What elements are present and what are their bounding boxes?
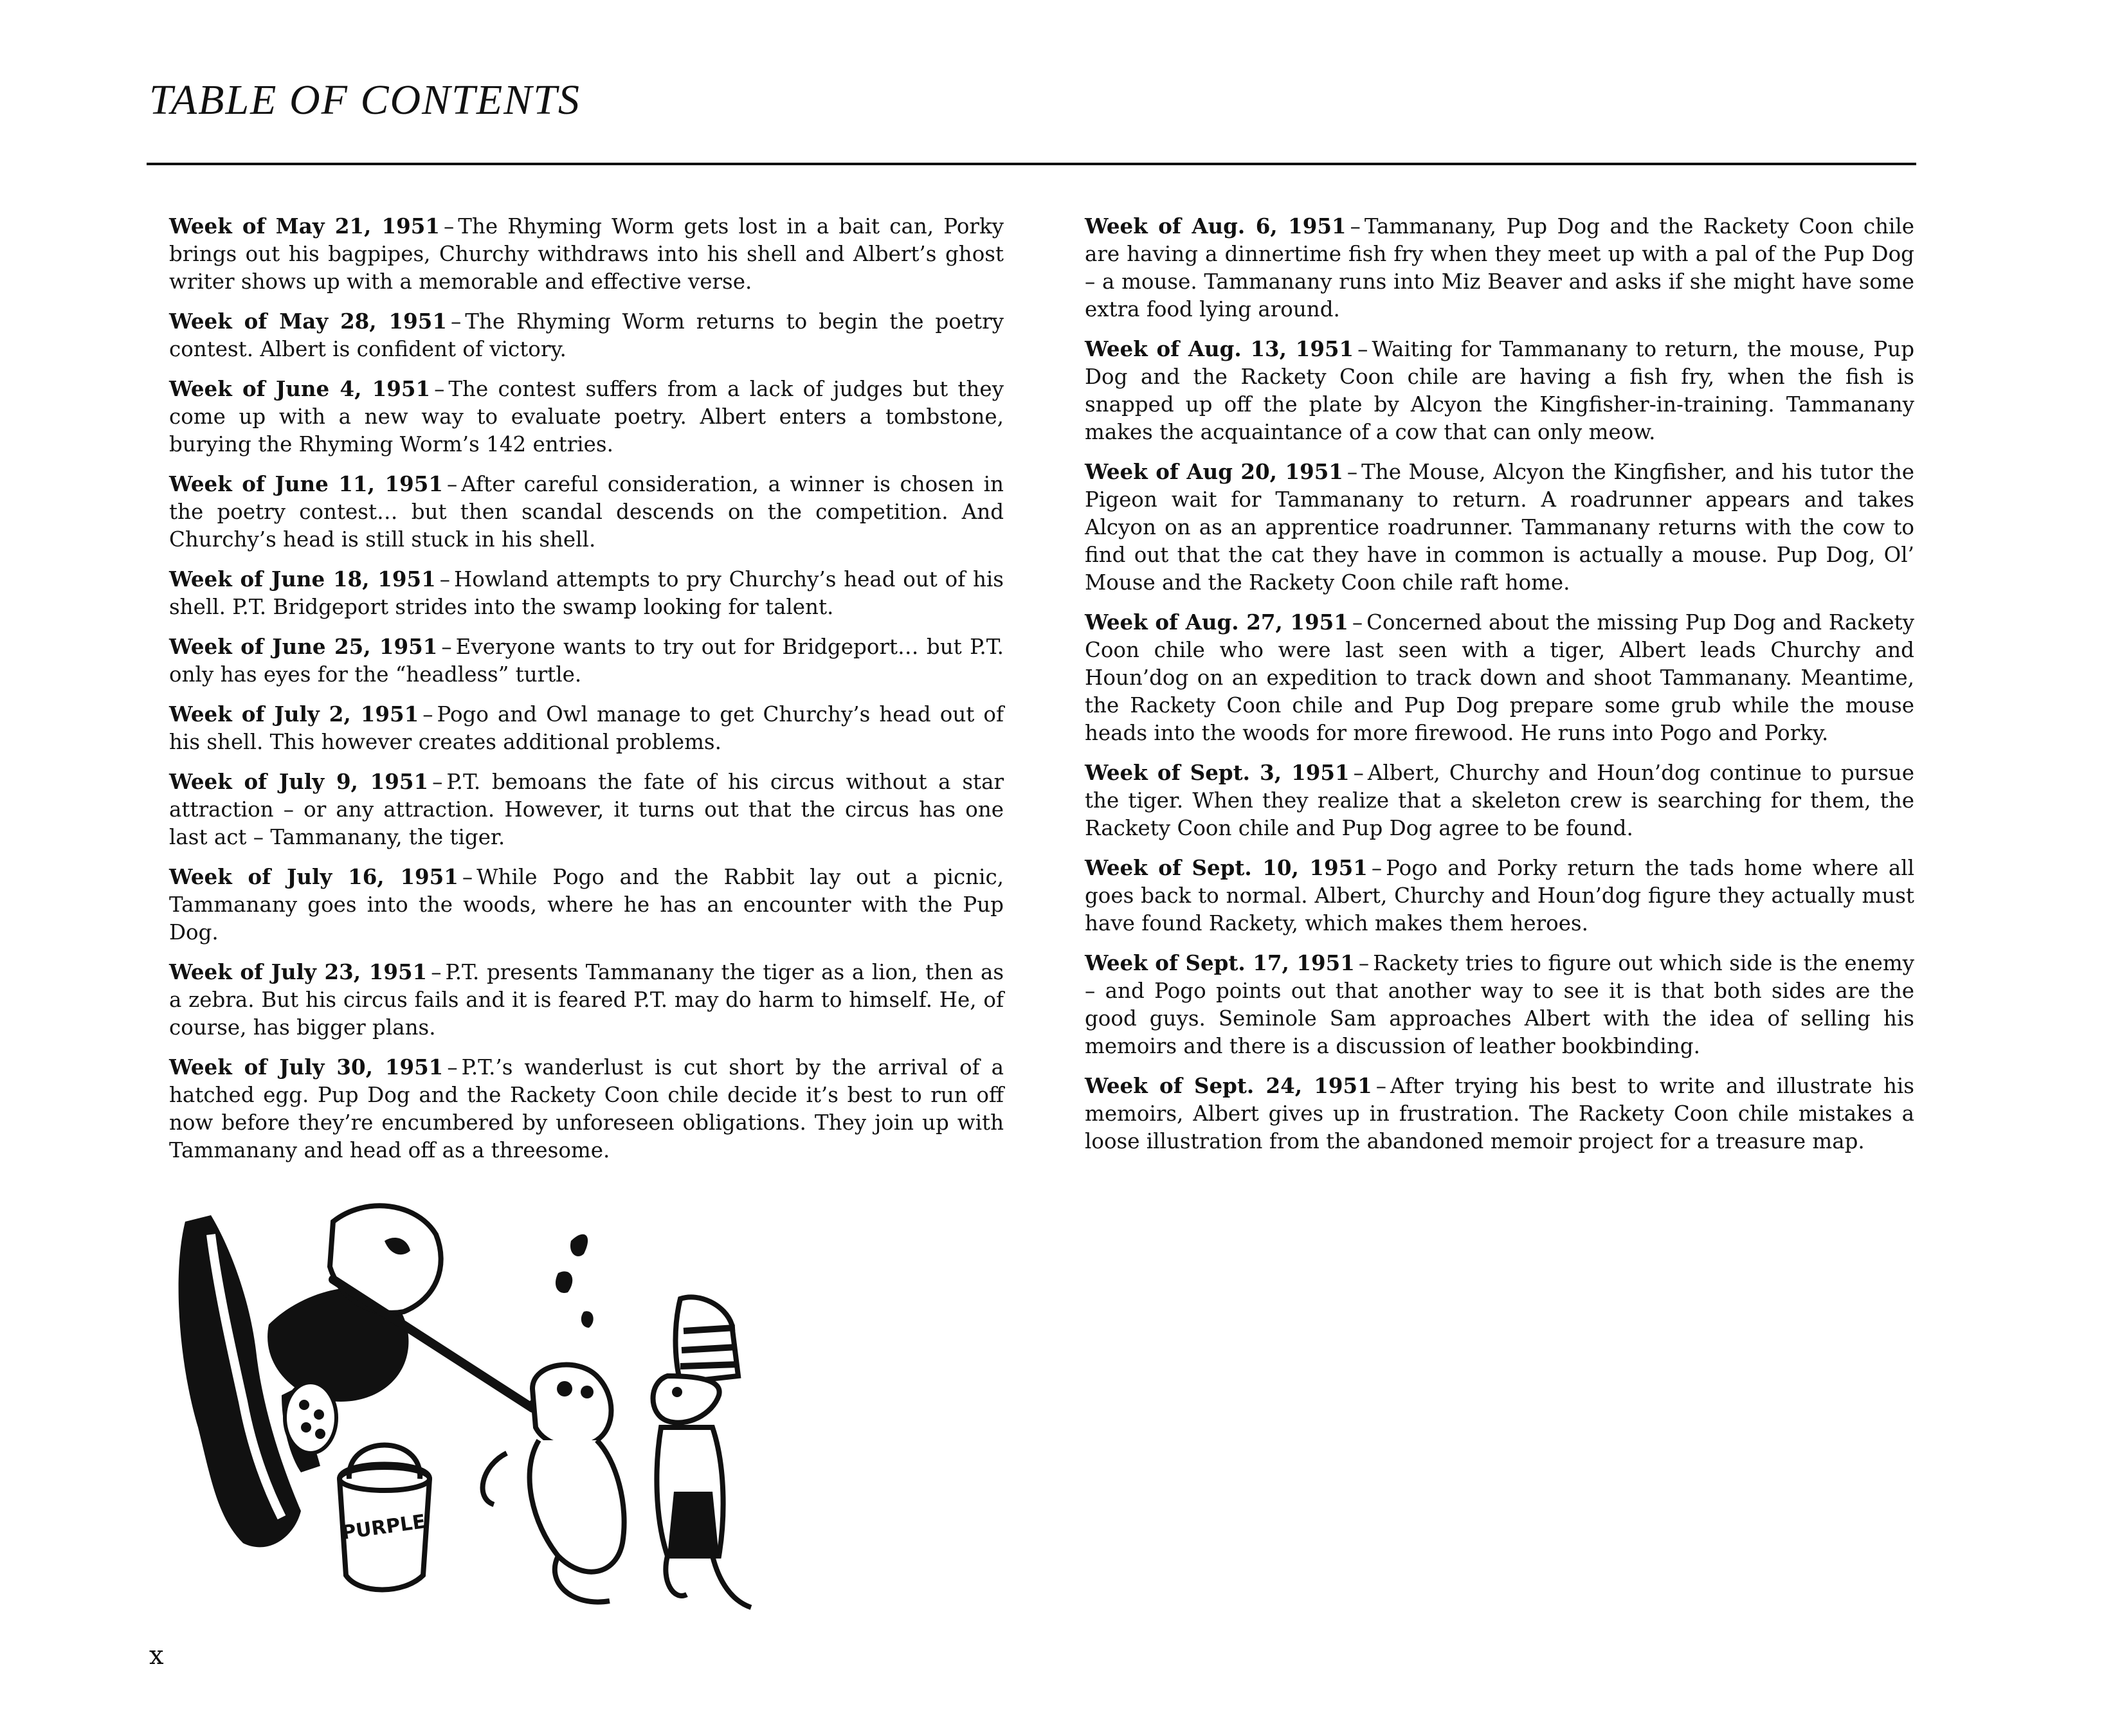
toc-entry bbox=[1085, 759, 1914, 842]
toc-entry-text: The contest suffers from a lack of judges but they come up with a new way to evaluate poetry. Albert enters a tombstone, burying the Rhyming Worm’s 142 entries. bbox=[169, 377, 1004, 457]
toc-entry bbox=[169, 375, 1004, 458]
toc-entry-week: Week of June 25, 1951 bbox=[169, 634, 438, 659]
toc-entry-week: Week of July 9, 1951 bbox=[169, 769, 429, 794]
toc-entry-dash: – bbox=[431, 960, 442, 984]
toc-entry-dash: – bbox=[434, 377, 445, 401]
toc-entry-week: Week of Aug. 6, 1951 bbox=[1085, 213, 1347, 239]
toc-entry-text: Rackety tries to figure out which side is the enemy – and Pogo points out that another way to see it is that both sides are the good guys. Seminole Sam approaches Albert with the idea of selling his memoirs and there is a discussion of leather bookbinding. bbox=[1085, 951, 1914, 1058]
toc-entry-text: The Rhyming Worm gets lost in a bait can, Porky brings out his bagpipes, Churchy withdraws into his shell and Albert’s ghost writer shows up with a memorable and effective verse. bbox=[169, 214, 1004, 294]
toc-entry-dash: – bbox=[1358, 951, 1370, 975]
toc-entry bbox=[1085, 458, 1914, 597]
toc-entry-dash: – bbox=[1350, 214, 1361, 239]
toc-entry-dash: – bbox=[439, 567, 450, 592]
toc-entry-dash: – bbox=[444, 214, 455, 239]
toc-entry-text: Waiting for Tammanany to return, the mouse, Pup Dog and the Rackety Coon chile are having a fish fry, when the fish is snapped up off the plate by Alcyon the Kingfisher-in-training. Tammanany makes the acquaintance of a cow that can only meow. bbox=[1085, 337, 1914, 444]
toc-entry-text: P.T.’s wanderlust is cut short by the arrival of a hatched egg. Pup Dog and the Rackety Coon chile decide it’s best to run off now before they’re encumbered by unforeseen obligations. They join up with Tammanany and head off as a threesome. bbox=[169, 1055, 1004, 1162]
toc-entry bbox=[169, 212, 1004, 296]
toc-entry bbox=[1085, 949, 1914, 1060]
toc-entry-text: The Mouse, Alcyon the Kingfisher, and his tutor the Pigeon wait for Tammanany to return. A roadrunner appears and takes Alcyon on as an apprentice roadrunner. Tammanany returns with the cow to find out that the cat they have in common is actually a mouse. Pup Dog, Ol’ Mouse and the Rackety Coon chile raft home. bbox=[1085, 460, 1914, 595]
toc-entry-text: Everyone wants to try out for Bridgeport… but P.T. only has eyes for the “headless” turtle. bbox=[169, 635, 1004, 687]
toc-entry-text: Concerned about the missing Pup Dog and Rackety Coon chile who were last seen with a tiger, Albert leads Churchy and Houn’dog on an expedition to track down and shoot Tammanany. Meantime, the Rackety Coon chile and Pup Dog prepare some grub while the mouse heads into the woods for more firewood. He runs into Pogo and Porky. bbox=[1085, 610, 1914, 745]
toc-entry bbox=[169, 307, 1004, 363]
toc-entry bbox=[169, 565, 1004, 621]
toc-entry-week: Week of June 4, 1951 bbox=[169, 376, 431, 401]
toc-entry bbox=[169, 1053, 1004, 1164]
toc-entry-dash: – bbox=[1347, 460, 1358, 484]
toc-entry-week: Week of June 18, 1951 bbox=[169, 566, 436, 592]
toc-entry-week: Week of Sept. 24, 1951 bbox=[1085, 1073, 1372, 1098]
page-number: x bbox=[149, 1641, 164, 1670]
paint-drops bbox=[556, 1234, 594, 1328]
toc-entry-text: Pogo and Porky return the tads home where all goes back to normal. Albert, Churchy and Houn’dog figure they actually must have found Rackety, which makes them heroes. bbox=[1085, 856, 1914, 936]
toc-entry-dash: – bbox=[1353, 761, 1364, 785]
toc-entry bbox=[169, 700, 1004, 756]
toc-entry-text: P.T. presents Tammanany the tiger as a lion, then as a zebra. But his circus fails and it is feared P.T. may do harm to himself. He, of course, has bigger plans. bbox=[169, 960, 1004, 1040]
frog-figure bbox=[483, 1365, 624, 1602]
toc-entry-dash: – bbox=[1371, 856, 1383, 880]
toc-entry bbox=[169, 768, 1004, 851]
toc-entry-week: Week of Aug 20, 1951 bbox=[1085, 459, 1343, 484]
title-rule bbox=[147, 163, 1916, 165]
toc-entry-week: Week of Sept. 3, 1951 bbox=[1085, 760, 1350, 785]
toc-entry-dash: – bbox=[1375, 1074, 1387, 1098]
toc-entry-text: After trying his best to write and illustrate his memoirs, Albert gives up in frustration. The Rackety Coon chile mistakes a loose illustration from the abandoned memoir project for a treasure map. bbox=[1085, 1074, 1914, 1153]
toc-entry bbox=[169, 863, 1004, 946]
toc-entry-text: Albert, Churchy and Houn’dog continue to pursue the tiger. When they realize that a skeleton crew is searching for them, the Rackety Coon chile and Pup Dog agree to be found. bbox=[1085, 761, 1914, 840]
toc-entry-week: Week of Sept. 10, 1951 bbox=[1085, 855, 1368, 880]
toc-entry-text: Pogo and Owl manage to get Churchy’s head out of his shell. This however creates additional problems. bbox=[169, 702, 1004, 754]
toc-entry-text: Howland attempts to pry Churchy’s head out of his shell. P.T. Bridgeport strides into the swamp looking for talent. bbox=[169, 567, 1004, 619]
toc-entry-text: Tammanany, Pup Dog and the Rackety Coon chile are having a dinnertime fish fry when they meet up with a pal of the Pup Dog – a mouse. Tammanany runs into Miz Beaver and asks if she might have some extra food lying around. bbox=[1085, 214, 1915, 321]
page-title: TABLE OF CONTENTS bbox=[149, 77, 581, 123]
toc-entry-dash: – bbox=[462, 865, 473, 889]
toc-entry bbox=[1085, 1072, 1914, 1155]
toc-entry-week: Week of Sept. 17, 1951 bbox=[1085, 950, 1355, 975]
toc-entry-text: While Pogo and the Rabbit lay out a picnic, Tammanany goes into the woods, where he has an encounter with the Pup Dog. bbox=[169, 865, 1004, 945]
toc-entry bbox=[169, 633, 1004, 689]
toc-entry bbox=[1085, 212, 1914, 323]
toc-entry-week: Week of May 21, 1951 bbox=[169, 213, 440, 239]
toc-entry bbox=[1085, 608, 1914, 747]
toc-entry-dash: – bbox=[1357, 337, 1368, 361]
toc-entry-week: Week of July 23, 1951 bbox=[169, 959, 428, 984]
toc-entry-week: Week of Aug. 27, 1951 bbox=[1085, 610, 1348, 635]
toc-entry-text: P.T. bemoans the fate of his circus without a star attraction – or any attraction. However, it turns out that the circus has one last act – Tammanany, the tiger. bbox=[169, 770, 1004, 849]
toc-entry-week: Week of Aug. 13, 1951 bbox=[1085, 336, 1354, 361]
toc-entry-dash: – bbox=[432, 770, 443, 794]
toc-entry-dash: – bbox=[451, 309, 462, 334]
toc-entry bbox=[169, 958, 1004, 1042]
toc-entry-dash: – bbox=[441, 635, 452, 659]
toc-entry bbox=[169, 470, 1004, 554]
paint-can-icon bbox=[340, 1445, 430, 1590]
toc-entry bbox=[1085, 854, 1914, 937]
toc-entry-text: The Rhyming Worm returns to begin the poetry contest. Albert is confident of victory. bbox=[169, 309, 1004, 361]
toc-entry-week: Week of July 16, 1951 bbox=[169, 864, 458, 889]
toc-column-left bbox=[169, 212, 1004, 1176]
toc-entry-week: Week of May 28, 1951 bbox=[169, 309, 447, 334]
toc-entry bbox=[1085, 335, 1914, 446]
toc-entry-text: After careful consideration, a winner is chosen in the poetry contest… but then scandal descends on the competition. And Churchy’s head is still stuck in his shell. bbox=[169, 472, 1004, 552]
cartoon-illustration bbox=[172, 1196, 815, 1633]
toc-entry-dash: – bbox=[1352, 610, 1363, 635]
rackety-figure bbox=[653, 1297, 752, 1607]
toc-entry-week: Week of June 11, 1951 bbox=[169, 471, 443, 496]
toc-entry-dash: – bbox=[446, 472, 458, 496]
toc-entry-dash: – bbox=[447, 1055, 458, 1080]
toc-entry-dash: – bbox=[422, 702, 433, 727]
paint-can-label: PURPLE bbox=[340, 1510, 427, 1545]
toc-column-right bbox=[1085, 212, 1914, 1167]
toc-entry-week: Week of July 2, 1951 bbox=[169, 701, 419, 727]
toc-entry-week: Week of July 30, 1951 bbox=[169, 1054, 444, 1080]
